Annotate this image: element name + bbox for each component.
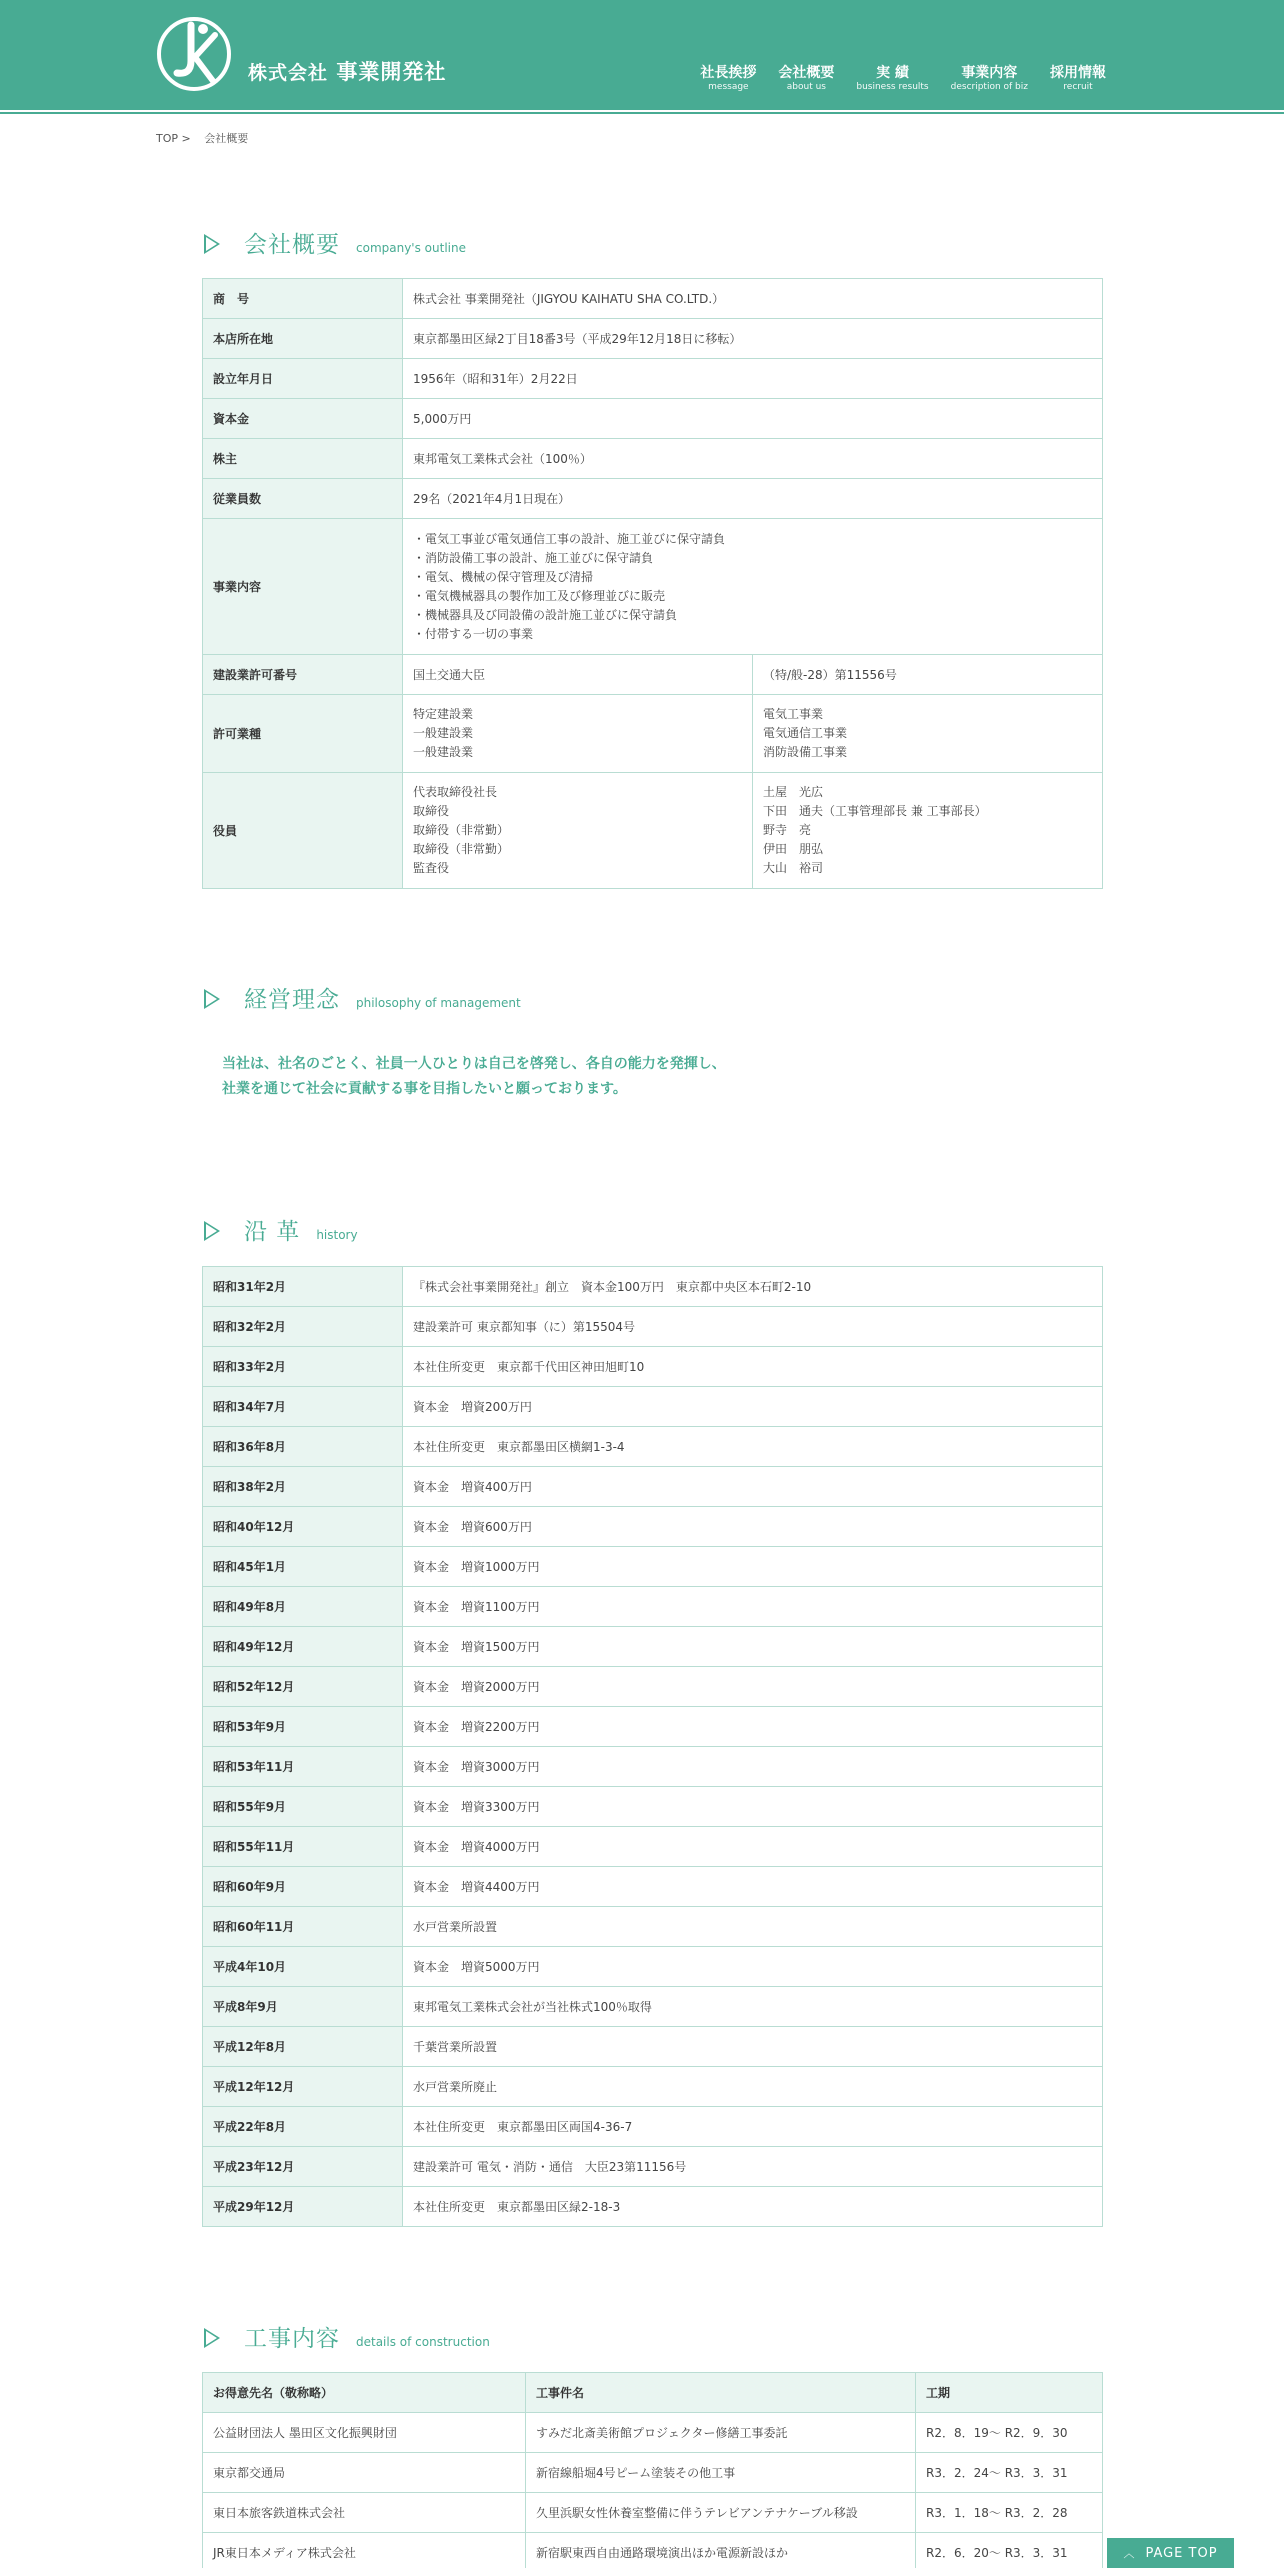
list-item: 下田 通夫（工事管理部長 兼 工事部長） (763, 804, 987, 818)
table-row (203, 1907, 1103, 1947)
history-event: 『株式会社事業開発社』創立 資本金100万円 東京都中央区本石町2-10 (403, 1267, 1103, 1307)
nav-sublabel: about us (786, 82, 826, 93)
global-nav (678, 64, 1106, 94)
nav-label: 実 績 (876, 65, 909, 81)
list-item: ・消防設備工事の設計、施工並びに保守請負 (413, 550, 654, 565)
history-date: 昭和55年9月 (203, 1787, 403, 1827)
breadcrumb-current: 会社概要 (204, 132, 249, 145)
history-date: 昭和45年1月 (203, 1547, 403, 1587)
nav-item-message[interactable] (700, 64, 756, 94)
section-title-en: company's outline (356, 241, 466, 255)
list-item: 伊田 朋弘 (763, 842, 824, 856)
table-row (203, 2067, 1103, 2107)
table-row (203, 319, 1103, 359)
history-event: 本社住所変更 東京都墨田区両国4-36-7 (403, 2107, 1103, 2147)
row-value: 29名（2021年4月1日現在） (403, 479, 1103, 519)
company-logo[interactable] (155, 15, 233, 93)
list-item: 代表取締役社長 (413, 785, 498, 799)
table-row (203, 359, 1103, 399)
column-header: 工事件名 (526, 2373, 916, 2413)
table-row (203, 655, 1103, 695)
list-item: 一般建設業 (413, 745, 474, 759)
history-event: 建設業許可 電気・消防・通信 大臣23第11156号 (403, 2147, 1103, 2187)
table-row (203, 1387, 1103, 1427)
client-cell: 公益財団法人 墨田区文化振興財団 (203, 2413, 526, 2453)
row-label: 設立年月日 (203, 359, 403, 399)
section-title-en: philosophy of management (356, 996, 521, 1010)
history-event: 資本金 増資400万円 (403, 1467, 1103, 1507)
history-date: 昭和31年2月 (203, 1267, 403, 1307)
list-item: ・付帯する一切の事業 (413, 626, 534, 641)
table-row (203, 519, 1103, 655)
table-row (203, 1747, 1103, 1787)
table-row (203, 2027, 1103, 2067)
table-row (203, 1627, 1103, 1667)
history-event: 資本金 増資2000万円 (403, 1667, 1103, 1707)
period-cell: R3．1．18〜 R3．2．28 (916, 2493, 1103, 2533)
history-date: 昭和40年12月 (203, 1507, 403, 1547)
history-date: 昭和36年8月 (203, 1427, 403, 1467)
nav-sublabel: business results (856, 82, 929, 93)
history-date: 昭和60年11月 (203, 1907, 403, 1947)
project-cell: 新宿線船堀4号ピーム塗装その他工事 (526, 2453, 916, 2493)
row-value: 株式会社 事業開発社（JIGYOU KAIHATU SHA CO.LTD.） (403, 279, 1103, 319)
client-cell: 東京都交通局 (203, 2453, 526, 2493)
history-table (202, 1266, 1103, 2227)
row-label: 建設業許可番号 (203, 655, 403, 695)
list-item: 消防設備工事業 (763, 745, 848, 759)
table-row (203, 2533, 1103, 2568)
nav-sublabel: message (708, 82, 749, 93)
section-title-works (204, 2320, 490, 2353)
row-label: 本店所在地 (203, 319, 403, 359)
section-title-jp: 工事内容 (244, 2326, 340, 2352)
history-event: 資本金 増資2200万円 (403, 1707, 1103, 1747)
table-row (203, 2493, 1103, 2533)
history-date: 平成12年8月 (203, 2027, 403, 2067)
triangle-icon (204, 234, 220, 254)
table-row (203, 1827, 1103, 1867)
philosophy-text (222, 1052, 726, 1102)
history-date: 昭和60年9月 (203, 1867, 403, 1907)
list-item: 取締役（非常勤） (413, 823, 510, 837)
nav-item-recruit[interactable] (1050, 64, 1106, 94)
table-row (203, 1707, 1103, 1747)
nav-label: 事業内容 (961, 65, 1018, 81)
nav-sublabel: description of biz (950, 82, 1028, 93)
permit-types (753, 695, 1103, 773)
history-event: 資本金 増資1100万円 (403, 1587, 1103, 1627)
business-list (403, 519, 1103, 655)
row-value: 東邦電気工業株式会社（100％） (403, 439, 1103, 479)
list-item: 監査役 (413, 861, 450, 875)
triangle-icon (204, 2328, 220, 2348)
philosophy-line: 社業を通じて社会に貢献する事を目指したいと願っております。 (222, 1081, 627, 1097)
history-date: 平成23年12月 (203, 2147, 403, 2187)
history-event: 資本金 増資600万円 (403, 1507, 1103, 1547)
list-item: ・電気、機械の保守管理及び清掃 (413, 569, 594, 584)
row-label: 許可業種 (203, 695, 403, 773)
section-title-philosophy (204, 981, 521, 1014)
philosophy-line: 当社は、社名のごとく、社員一人ひとりは自己を啓発し、各自の能力を発揮し、 (222, 1056, 726, 1072)
history-date: 昭和49年8月 (203, 1587, 403, 1627)
row-label: 従業員数 (203, 479, 403, 519)
company-name (248, 62, 446, 83)
table-row (203, 695, 1103, 773)
history-event: 資本金 増資3000万円 (403, 1747, 1103, 1787)
row-label: 役員 (203, 773, 403, 889)
table-row (203, 1347, 1103, 1387)
section-title-en: history (316, 1228, 358, 1242)
row-value: 5,000万円 (403, 399, 1103, 439)
table-row (203, 1867, 1103, 1907)
officer-names (753, 773, 1103, 889)
history-event: 資本金 増資4000万円 (403, 1827, 1103, 1867)
history-event: 資本金 増資3300万円 (403, 1787, 1103, 1827)
row-value: 1956年（昭和31年）2月22日 (403, 359, 1103, 399)
history-date: 昭和53年9月 (203, 1707, 403, 1747)
nav-label: 採用情報 (1050, 65, 1106, 81)
company-name-main: 事業開発社 (336, 60, 447, 84)
page-top-label: PAGE TOP (1145, 2545, 1218, 2561)
history-event: 水戸営業所設置 (403, 1907, 1103, 1947)
triangle-icon (204, 989, 220, 1009)
history-event: 資本金 増資4400万円 (403, 1867, 1103, 1907)
history-date: 昭和33年2月 (203, 1347, 403, 1387)
nav-label: 社長挨拶 (700, 65, 757, 81)
table-row (203, 1987, 1103, 2027)
history-event: 資本金 増資5000万円 (403, 1947, 1103, 1987)
nav-item-business-results[interactable] (856, 64, 928, 94)
history-event: 資本金 増資1500万円 (403, 1627, 1103, 1667)
list-item: 電気通信工事業 (763, 726, 848, 740)
section-title-outline (204, 226, 466, 259)
table-row (203, 1947, 1103, 1987)
section-title-jp: 会社概要 (244, 232, 340, 258)
list-item: 土屋 光広 (763, 785, 824, 799)
section-title-en: details of construction (356, 2335, 490, 2349)
table-row (203, 479, 1103, 519)
history-date: 昭和38年2月 (203, 1467, 403, 1507)
section-title-jp: 経営理念 (244, 987, 340, 1013)
period-cell: R2．6．20〜 R3．3．31 (916, 2533, 1103, 2568)
page-top-button[interactable] (1107, 2538, 1234, 2568)
list-item: 野寺 亮 (763, 823, 812, 837)
table-row (203, 1427, 1103, 1467)
history-date: 昭和32年2月 (203, 1307, 403, 1347)
list-item: ・電気工事並び電気通信工事の設計、施工並びに保守請負 (413, 531, 726, 546)
list-item: 大山 裕司 (763, 861, 824, 875)
section-title-jp: 沿 革 (244, 1219, 301, 1245)
history-date: 昭和55年11月 (203, 1827, 403, 1867)
history-body (203, 1267, 1103, 2227)
table-row (203, 1547, 1103, 1587)
officer-titles (403, 773, 753, 889)
nav-sublabel: recruit (1063, 82, 1093, 93)
history-event: 本社住所変更 東京都墨田区緑2-18-3 (403, 2187, 1103, 2227)
history-date: 昭和34年7月 (203, 1387, 403, 1427)
permit-grades (403, 695, 753, 773)
breadcrumb (156, 130, 258, 146)
history-event: 千葉営業所設置 (403, 2027, 1103, 2067)
table-row (203, 1667, 1103, 1707)
period-cell: R2．8．19〜 R2．9．30 (916, 2413, 1103, 2453)
table-row (203, 1307, 1103, 1347)
list-item: 取締役（非常勤） (413, 842, 510, 856)
client-cell: JR東日本メディア株式会社 (203, 2533, 526, 2568)
nav-item-description-of-biz[interactable] (951, 64, 1028, 94)
header-divider (0, 110, 1284, 112)
breadcrumb-home-link[interactable]: TOP > (156, 132, 191, 145)
license-issuer: 国土交通大臣 (403, 655, 753, 695)
row-label: 事業内容 (203, 519, 403, 655)
history-date: 昭和49年12月 (203, 1627, 403, 1667)
table-row (203, 399, 1103, 439)
project-cell: すみだ北斎美術館プロジェクター修繕工事委託 (526, 2413, 916, 2453)
history-date: 平成29年12月 (203, 2187, 403, 2227)
table-row (203, 2413, 1103, 2453)
table-row (203, 2147, 1103, 2187)
table-row (203, 2453, 1103, 2493)
table-row (203, 1467, 1103, 1507)
history-date: 昭和52年12月 (203, 1667, 403, 1707)
table-row (203, 439, 1103, 479)
company-outline-table (202, 278, 1103, 889)
works-table (202, 2372, 1103, 2568)
nav-item-about-us[interactable] (778, 64, 834, 94)
list-item: ・機械器具及び同設備の設計施工並びに保守請負 (413, 607, 678, 622)
row-label: 株主 (203, 439, 403, 479)
list-item: 一般建設業 (413, 726, 474, 740)
chevron-up-icon: ︿ (1123, 2547, 1136, 2560)
list-item: 特定建設業 (413, 707, 474, 721)
project-cell: 久里浜駅女性休養室整備に伴うテレビアンテナケーブル移設 (526, 2493, 916, 2533)
period-cell: R3．2．24〜 R3．3．31 (916, 2453, 1103, 2493)
history-date: 平成8年9月 (203, 1987, 403, 2027)
project-cell: 新宿駅東西自由通路環境演出ほか電源新設ほか (526, 2533, 916, 2568)
table-header-row (203, 2373, 1103, 2413)
table-row (203, 1267, 1103, 1307)
table-row (203, 1787, 1103, 1827)
row-value: 東京都墨田区緑2丁目18番3号（平成29年12月18日に移転） (403, 319, 1103, 359)
row-label: 資本金 (203, 399, 403, 439)
list-item: 取締役 (413, 804, 450, 818)
table-row (203, 773, 1103, 889)
history-date: 平成4年10月 (203, 1947, 403, 1987)
history-date: 平成12年12月 (203, 2067, 403, 2107)
history-event: 本社住所変更 東京都墨田区横網1-3-4 (403, 1427, 1103, 1467)
history-date: 平成22年8月 (203, 2107, 403, 2147)
table-row (203, 1507, 1103, 1547)
table-row (203, 1587, 1103, 1627)
table-row (203, 2107, 1103, 2147)
list-item: 電気工事業 (763, 707, 824, 721)
history-event: 資本金 増資1000万円 (403, 1547, 1103, 1587)
list-item: ・電気機械器具の製作加工及び修理並びに販売 (413, 588, 666, 603)
history-date: 昭和53年11月 (203, 1747, 403, 1787)
nav-label: 会社概要 (778, 65, 835, 81)
license-number: （特/般-28）第11556号 (753, 655, 1103, 695)
column-header: 工期 (916, 2373, 1103, 2413)
site-header (0, 0, 1284, 114)
triangle-icon (204, 1221, 220, 1241)
section-title-history (204, 1213, 358, 1246)
history-event: 建設業許可 東京都知事（に）第15504号 (403, 1307, 1103, 1347)
logo-mark-icon (155, 15, 233, 93)
history-event: 水戸営業所廃止 (403, 2067, 1103, 2107)
column-header: お得意先名（敬称略） (203, 2373, 526, 2413)
history-event: 資本金 増資200万円 (403, 1387, 1103, 1427)
client-cell: 東日本旅客鉄道株式会社 (203, 2493, 526, 2533)
row-label: 商 号 (203, 279, 403, 319)
table-row (203, 279, 1103, 319)
company-name-prefix: 株式会社 (248, 62, 329, 84)
history-event: 本社住所変更 東京都千代田区神田旭町10 (403, 1347, 1103, 1387)
table-row (203, 2187, 1103, 2227)
history-event: 東邦電気工業株式会社が当社株式100％取得 (403, 1987, 1103, 2027)
